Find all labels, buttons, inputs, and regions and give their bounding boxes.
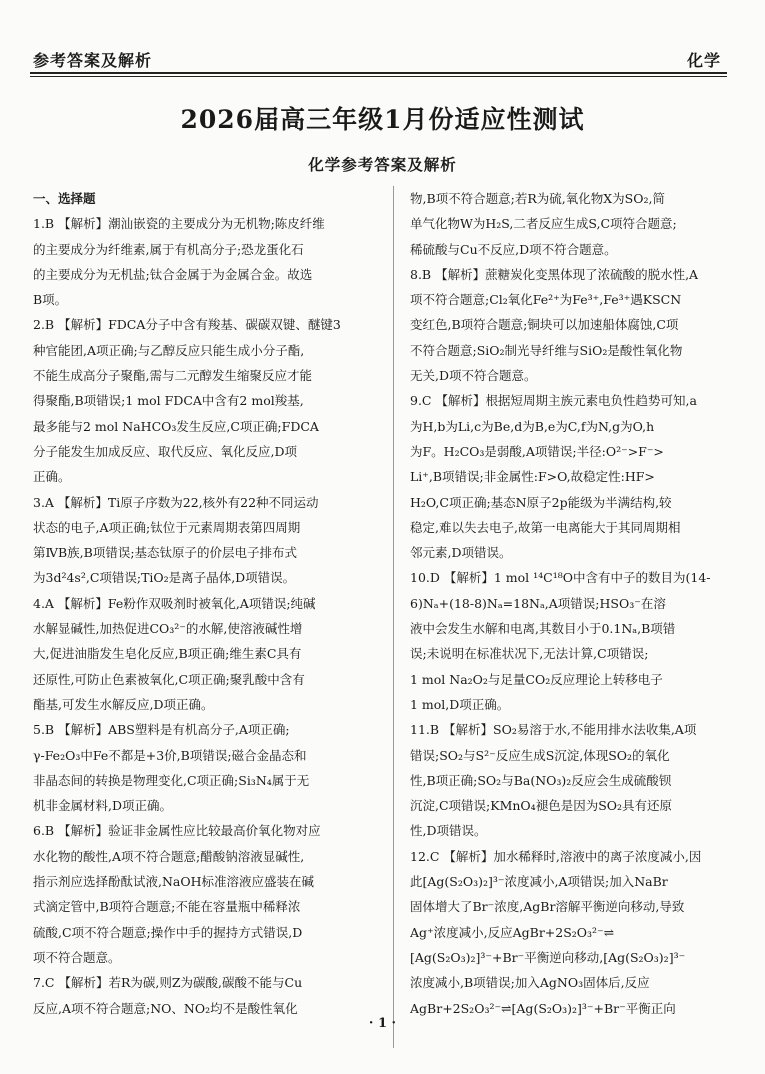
document-subtitle: 化学参考答案及解析 [308,156,457,174]
text-line: 6)Nₐ+(18-8)Nₐ=18Nₐ,A项错误;HSO₃⁻在溶 [410,595,666,611]
text-line: 稀硫酸与Cu不反应,D项不符合题意。 [410,241,617,257]
text-line: [Ag(S₂O₃)₂]³⁻+Br⁻平衡逆向移动,[Ag(S₂O₃)₂]³⁻ [410,949,686,965]
text-line: 指示剂应选择酚酞试液,NaOH标准溶液应盛装在碱 [33,874,315,890]
text-line: 1 mol Na₂O₂与足量CO₂反应理论上转移电子 [410,671,663,687]
text-line: 4.A 【解析】Fe粉作双吸剂时被氧化,A项错误;纯碱 [33,595,316,611]
text-line: 得聚酯,B项错误;1 mol FDCA中含有2 mol羧基, [33,393,304,409]
text-line: 5.B 【解析】ABS塑料是有机高分子,A项正确; [33,722,290,738]
text-line: AgBr+2S₂O₃²⁻⇌[Ag(S₂O₃)₂]³⁻+Br⁻平衡正向 [410,1000,676,1016]
text-line: 性,B项正确;SO₂与Ba(NO₃)₂反应会生成硫酸钡 [410,772,672,788]
text-line: 最多能与2 mol NaHCO₃发生反应,C项正确;FDCA [33,418,319,434]
text-line: 稳定,难以失去电子,故第一电离能大于其同周期相 [410,519,681,535]
text-line: 项不符合题意;Cl₂氧化Fe²⁺为Fe³⁺,Fe³⁺遇KSCN [410,292,682,308]
text-line: 8.B 【解析】蔗糖炭化变黑体现了浓硫酸的脱水性,A [410,266,699,282]
text-line: Li⁺,B项错误;非金属性:F>O,故稳定性:HF> [410,469,655,485]
text-line: 种官能团,A项正确;与乙醇反应只能生成小分子酯, [33,342,305,358]
text-line: 10.D 【解析】1 mol ¹⁴C¹⁸O中含有中子的数目为(14- [410,570,711,586]
column-divider [393,186,394,1048]
section-heading: 一、选择题 [33,191,96,206]
text-line: 水解显碱性,加热促进CO₃²⁻的水解,使溶液碱性增 [33,621,303,637]
text-line: 项不符合题意。 [33,949,121,965]
text-line: γ-Fe₂O₃中Fe不都是+3价,B项错误;磁合金晶态和 [33,747,307,763]
text-line: 不符合题意;SiO₂制光导纤维与SiO₂是酸性氧化物 [410,342,683,358]
text-line: 为H,b为Li,c为Be,d为B,e为C,f为N,g为O,h [410,418,655,434]
text-line: 物,B项不符合题意;若R为硫,氧化物X为SO₂,简 [410,191,665,206]
text-line: 水化物的酸性,A项不符合题意;醋酸钠溶液显碱性, [33,848,305,864]
text-line: 大,促进油脂发生皂化反应,B项正确;维生素C具有 [33,646,302,662]
text-line: 反应,A项不符合题意;NO、NO₂均不是酸性氧化 [33,1000,298,1016]
text-line: 还原性,可防止色素被氧化,C项正确;聚乳酸中含有 [33,671,305,687]
text-line: 式滴定管中,B项符合题意;不能在容量瓶中稀释浓 [33,899,301,915]
text-line: 9.C 【解析】根据短周期主族元素电负性趋势可知,a [410,393,697,409]
text-line: 液中会发生水解和电离,其数目小于0.1Nₐ,B项错 [410,621,676,637]
text-line: 浓度减小,B项错误;加入AgNO₃固体后,反应 [410,975,650,991]
text-line: 此[Ag(S₂O₃)₂]³⁻浓度减小,A项错误;加入NaBr [410,874,668,890]
text-line: 的主要成分为无机盐;钛合金属于为金属合金。故选 [33,266,313,282]
text-line: 邻元素,D项错误。 [410,545,512,561]
text-line: 固体增大了Br⁻浓度,AgBr溶解平衡逆向移动,导致 [410,899,685,915]
text-line: 1.B 【解析】潮汕嵌瓷的主要成分为无机物;陈皮纤维 [33,216,325,232]
text-line: 性,D项错误。 [410,823,487,839]
text-line: 3.A 【解析】Ti原子序数为22,核外有22种不同运动 [33,494,319,510]
text-line: 为3d²4s²,C项错误;TiO₂是离子晶体,D项错误。 [33,570,296,586]
text-line: Ag⁺浓度减小,反应AgBr+2S₂O₃²⁻⇌ [410,924,615,940]
text-line: 11.B 【解析】SO₂易溶于水,不能用排水法收集,A项 [410,722,697,738]
text-line: 正确。 [33,469,71,485]
text-line: 为F。H₂CO₃是弱酸,A项错误;半径:O²⁻>F⁻> [410,443,664,459]
text-line: 第ⅣB族,B项错误;基态钛原子的价层电子排布式 [33,545,298,561]
text-line: 机非金属材料,D项正确。 [33,798,172,814]
text-line: 2.B 【解析】FDCA分子中含有羧基、碳碳双键、醚键3 [33,317,341,333]
text-line: B项。 [33,292,68,308]
text-line: 酯基,可发生水解反应,D项正确。 [33,696,214,712]
text-line: H₂O,C项正确;基态N原子2p能级为半满结构,较 [410,494,672,510]
text-line: 无关,D项不符合题意。 [410,368,537,384]
text-line: 分子能发生加成反应、取代反应、氧化反应,D项 [33,443,297,459]
text-line: 变红色,B项符合题意;铜块可以加速船体腐蚀,C项 [410,317,679,333]
right-column [410,186,735,1021]
header-subject-label: 化学 [686,51,721,70]
text-line: 误;未说明在标准状况下,无法计算,C项错误; [410,646,649,662]
header-rule-thick [30,72,727,74]
text-line: 单气化物W为H₂S,二者反应生成S,C项符合题意; [410,216,677,232]
text-line: 的主要成分为纤维素,属于有机高分子;恐龙蛋化石 [33,241,304,257]
left-column [33,186,378,1021]
text-line: 沉淀,C项错误;KMnO₄褪色是因为SO₂具有还原 [410,798,673,814]
text-line: 6.B 【解析】验证非金属性应比较最高价氧化物对应 [33,823,321,839]
text-line: 硫酸,C项不符合题意;操作中手的握持方式错误,D [33,924,303,940]
text-line: 不能生成高分子聚酯,需与二元醇发生缩聚反应才能 [33,368,312,384]
document-title: 2026届高三年级1月份适应性测试 [180,105,585,134]
text-line: 12.C 【解析】加水稀释时,溶液中的离子浓度减小,因 [410,848,702,864]
text-line: 1 mol,D项正确。 [410,696,510,712]
page-number: · 1 · [368,1016,397,1031]
text-line: 状态的电子,A项正确;钛位于元素周期表第四周期 [33,519,301,535]
text-line: 错误;SO₂与S²⁻反应生成S沉淀,体现SO₂的氧化 [410,747,670,763]
header-rule-thin [30,76,727,77]
text-line: 非晶态间的转换是物理变化,C项正确;Si₃N₄属于无 [33,772,310,788]
header-left-label: 参考答案及解析 [33,51,153,70]
text-line: 7.C 【解析】若R为碳,则Z为碳酸,碳酸不能与Cu [33,975,303,991]
